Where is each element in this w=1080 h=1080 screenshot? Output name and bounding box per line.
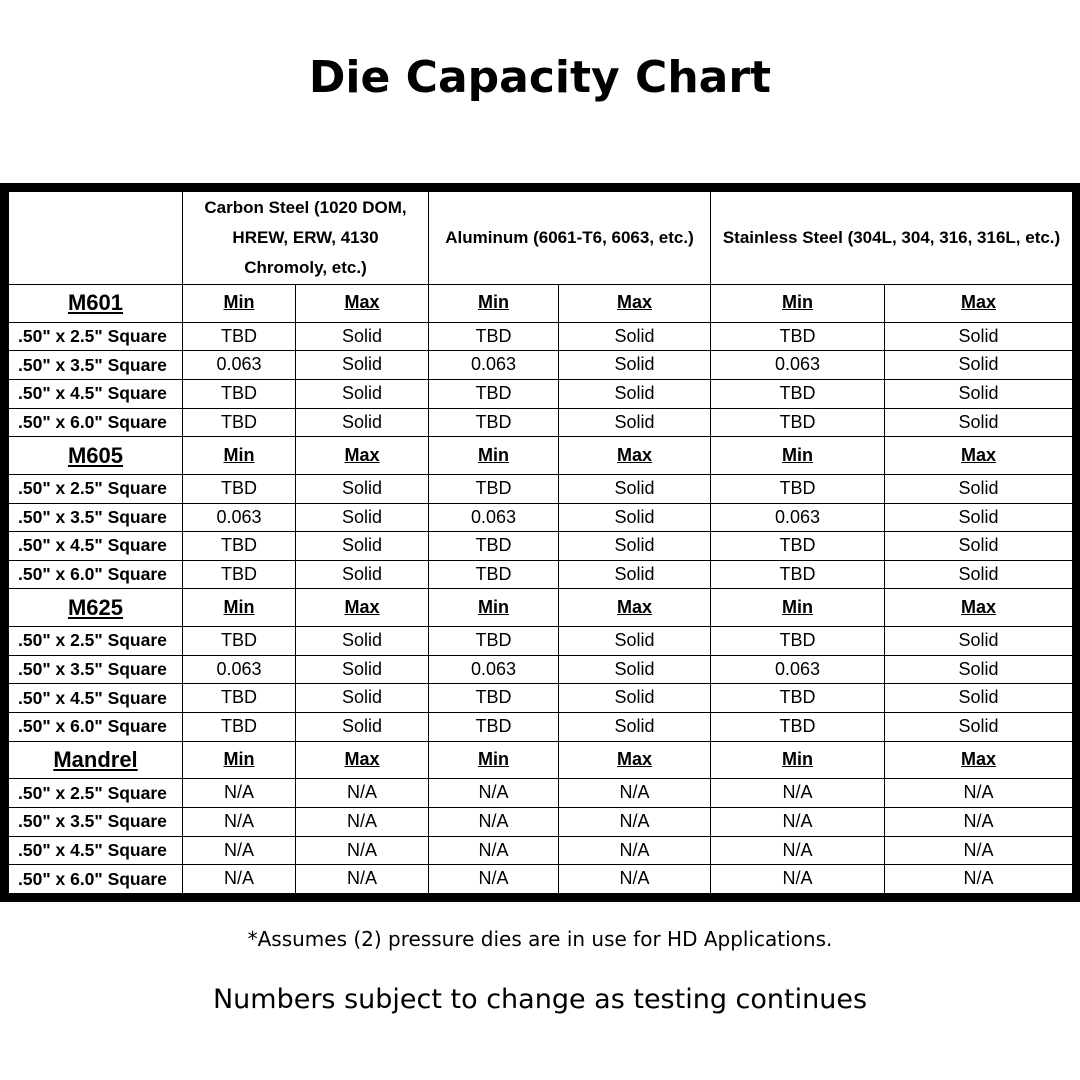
capacity-value-cell: Solid	[885, 475, 1073, 504]
capacity-value-cell: TBD	[711, 560, 885, 589]
capacity-value-cell: N/A	[885, 808, 1073, 837]
die-model-label: M625	[9, 589, 183, 627]
capacity-value-cell: N/A	[429, 779, 559, 808]
section-header-row	[9, 589, 1073, 627]
capacity-value-cell: N/A	[183, 836, 296, 865]
capacity-value-cell: Solid	[885, 322, 1073, 351]
capacity-value-cell: Solid	[296, 503, 429, 532]
table-row	[9, 713, 1073, 742]
table-row	[9, 322, 1073, 351]
table-row	[9, 627, 1073, 656]
footnote: *Assumes (2) pressure dies are in use for HD Applications.	[247, 927, 833, 951]
capacity-value-cell: N/A	[429, 836, 559, 865]
max-column-header: Max	[885, 741, 1073, 779]
capacity-table	[8, 191, 1073, 894]
capacity-value-cell: N/A	[559, 779, 711, 808]
size-label: .50" x 2.5" Square	[9, 779, 183, 808]
size-label: .50" x 6.0" Square	[9, 713, 183, 742]
table-row	[9, 380, 1073, 409]
min-column-header: Min	[429, 284, 559, 322]
capacity-value-cell: N/A	[296, 836, 429, 865]
capacity-value-cell: TBD	[429, 475, 559, 504]
capacity-value-cell: N/A	[183, 808, 296, 837]
disclaimer-note: Numbers subject to change as testing continues	[212, 984, 868, 1015]
min-column-header: Min	[711, 437, 885, 475]
capacity-value-cell: TBD	[711, 532, 885, 561]
max-column-header: Max	[559, 284, 711, 322]
capacity-value-cell: Solid	[885, 408, 1073, 437]
capacity-value-cell: Solid	[559, 684, 711, 713]
min-column-header: Min	[429, 589, 559, 627]
table-row	[9, 503, 1073, 532]
min-column-header: Min	[711, 741, 885, 779]
table-row	[9, 865, 1073, 894]
size-label: .50" x 4.5" Square	[9, 836, 183, 865]
header-stainless-steel: Stainless Steel (304L, 304, 316, 316L, etc.)	[711, 192, 1073, 285]
capacity-value-cell: Solid	[559, 322, 711, 351]
capacity-value-cell: Solid	[296, 655, 429, 684]
capacity-value-cell: TBD	[183, 713, 296, 742]
min-column-header: Min	[183, 589, 296, 627]
capacity-value-cell: TBD	[429, 684, 559, 713]
capacity-value-cell: Solid	[885, 560, 1073, 589]
capacity-value-cell: TBD	[183, 322, 296, 351]
capacity-value-cell: Solid	[296, 475, 429, 504]
table-row	[9, 475, 1073, 504]
capacity-value-cell: TBD	[429, 627, 559, 656]
capacity-value-cell: Solid	[885, 503, 1073, 532]
capacity-value-cell: N/A	[711, 836, 885, 865]
capacity-table-frame	[0, 183, 1080, 902]
table-row	[9, 408, 1073, 437]
table-row	[9, 560, 1073, 589]
size-label: .50" x 3.5" Square	[9, 503, 183, 532]
capacity-value-cell: N/A	[885, 836, 1073, 865]
capacity-value-cell: TBD	[429, 532, 559, 561]
capacity-value-cell: N/A	[559, 836, 711, 865]
size-label: .50" x 3.5" Square	[9, 655, 183, 684]
capacity-value-cell: Solid	[296, 380, 429, 409]
capacity-value-cell: Solid	[559, 713, 711, 742]
header-blank-cell	[9, 192, 183, 285]
capacity-value-cell: N/A	[559, 808, 711, 837]
capacity-value-cell: Solid	[559, 503, 711, 532]
size-label: .50" x 4.5" Square	[9, 532, 183, 561]
size-label: .50" x 3.5" Square	[9, 351, 183, 380]
capacity-value-cell: N/A	[296, 779, 429, 808]
die-model-label: M601	[9, 284, 183, 322]
capacity-value-cell: TBD	[711, 684, 885, 713]
capacity-value-cell: TBD	[711, 713, 885, 742]
capacity-value-cell: 0.063	[183, 503, 296, 532]
max-column-header: Max	[559, 589, 711, 627]
capacity-value-cell: N/A	[885, 865, 1073, 894]
capacity-value-cell: Solid	[885, 351, 1073, 380]
capacity-value-cell: TBD	[429, 322, 559, 351]
capacity-value-cell: Solid	[296, 560, 429, 589]
size-label: .50" x 6.0" Square	[9, 865, 183, 894]
capacity-value-cell: TBD	[711, 475, 885, 504]
capacity-value-cell: Solid	[885, 627, 1073, 656]
capacity-value-cell: N/A	[711, 779, 885, 808]
capacity-value-cell: Solid	[559, 560, 711, 589]
section-header-row	[9, 437, 1073, 475]
capacity-value-cell: N/A	[429, 808, 559, 837]
min-column-header: Min	[711, 284, 885, 322]
capacity-value-cell: N/A	[711, 865, 885, 894]
capacity-value-cell: TBD	[429, 560, 559, 589]
capacity-value-cell: 0.063	[429, 655, 559, 684]
max-column-header: Max	[296, 437, 429, 475]
capacity-value-cell: N/A	[885, 779, 1073, 808]
capacity-value-cell: Solid	[296, 322, 429, 351]
min-column-header: Min	[183, 741, 296, 779]
size-label: .50" x 2.5" Square	[9, 475, 183, 504]
capacity-value-cell: Solid	[296, 532, 429, 561]
table-row	[9, 808, 1073, 837]
max-column-header: Max	[885, 589, 1073, 627]
capacity-value-cell: Solid	[885, 532, 1073, 561]
header-carbon-steel: Carbon Steel (1020 DOM, HREW, ERW, 4130 Chromoly, etc.)	[183, 192, 429, 285]
capacity-value-cell: N/A	[429, 865, 559, 894]
capacity-value-cell: TBD	[429, 380, 559, 409]
table-row	[9, 684, 1073, 713]
capacity-value-cell: TBD	[183, 684, 296, 713]
table-row	[9, 779, 1073, 808]
max-column-header: Max	[559, 741, 711, 779]
capacity-value-cell: 0.063	[711, 655, 885, 684]
min-column-header: Min	[429, 741, 559, 779]
capacity-value-cell: Solid	[559, 655, 711, 684]
min-column-header: Min	[711, 589, 885, 627]
table-row	[9, 351, 1073, 380]
capacity-value-cell: TBD	[183, 560, 296, 589]
capacity-value-cell: N/A	[559, 865, 711, 894]
capacity-value-cell: N/A	[296, 865, 429, 894]
size-label: .50" x 4.5" Square	[9, 380, 183, 409]
min-column-header: Min	[429, 437, 559, 475]
capacity-value-cell: Solid	[559, 532, 711, 561]
capacity-value-cell: Solid	[559, 475, 711, 504]
capacity-value-cell: Solid	[885, 684, 1073, 713]
capacity-value-cell: 0.063	[429, 503, 559, 532]
capacity-value-cell: Solid	[296, 684, 429, 713]
section-header-row	[9, 284, 1073, 322]
page-title: Die Capacity Chart	[308, 52, 772, 103]
capacity-value-cell: TBD	[183, 532, 296, 561]
die-model-label: M605	[9, 437, 183, 475]
capacity-value-cell: 0.063	[183, 351, 296, 380]
max-column-header: Max	[296, 741, 429, 779]
max-column-header: Max	[559, 437, 711, 475]
capacity-value-cell: TBD	[711, 408, 885, 437]
capacity-value-cell: TBD	[429, 713, 559, 742]
capacity-value-cell: 0.063	[183, 655, 296, 684]
capacity-value-cell: Solid	[559, 627, 711, 656]
capacity-value-cell: Solid	[559, 408, 711, 437]
capacity-value-cell: Solid	[559, 351, 711, 380]
capacity-value-cell: Solid	[296, 408, 429, 437]
header-row	[9, 192, 1073, 285]
capacity-value-cell: TBD	[183, 627, 296, 656]
capacity-value-cell: TBD	[183, 408, 296, 437]
size-label: .50" x 6.0" Square	[9, 408, 183, 437]
max-column-header: Max	[885, 437, 1073, 475]
capacity-value-cell: 0.063	[711, 503, 885, 532]
capacity-value-cell: N/A	[711, 808, 885, 837]
capacity-value-cell: TBD	[711, 322, 885, 351]
max-column-header: Max	[296, 284, 429, 322]
capacity-value-cell: 0.063	[429, 351, 559, 380]
max-column-header: Max	[885, 284, 1073, 322]
capacity-value-cell: N/A	[183, 779, 296, 808]
size-label: .50" x 2.5" Square	[9, 627, 183, 656]
capacity-value-cell: TBD	[711, 380, 885, 409]
max-column-header: Max	[296, 589, 429, 627]
capacity-value-cell: TBD	[183, 475, 296, 504]
header-aluminum: Aluminum (6061-T6, 6063, etc.)	[429, 192, 711, 285]
table-row	[9, 532, 1073, 561]
capacity-value-cell: Solid	[559, 380, 711, 409]
min-column-header: Min	[183, 437, 296, 475]
capacity-value-cell: TBD	[183, 380, 296, 409]
capacity-value-cell: Solid	[885, 655, 1073, 684]
capacity-value-cell: Solid	[885, 380, 1073, 409]
size-label: .50" x 4.5" Square	[9, 684, 183, 713]
capacity-value-cell: 0.063	[711, 351, 885, 380]
capacity-value-cell: N/A	[183, 865, 296, 894]
table-row	[9, 836, 1073, 865]
capacity-value-cell: TBD	[429, 408, 559, 437]
capacity-value-cell: Solid	[885, 713, 1073, 742]
capacity-value-cell: N/A	[296, 808, 429, 837]
min-column-header: Min	[183, 284, 296, 322]
size-label: .50" x 2.5" Square	[9, 322, 183, 351]
capacity-value-cell: Solid	[296, 351, 429, 380]
section-header-row	[9, 741, 1073, 779]
capacity-value-cell: Solid	[296, 713, 429, 742]
size-label: .50" x 6.0" Square	[9, 560, 183, 589]
table-row	[9, 655, 1073, 684]
capacity-value-cell: TBD	[711, 627, 885, 656]
die-model-label: Mandrel	[9, 741, 183, 779]
size-label: .50" x 3.5" Square	[9, 808, 183, 837]
capacity-value-cell: Solid	[296, 627, 429, 656]
